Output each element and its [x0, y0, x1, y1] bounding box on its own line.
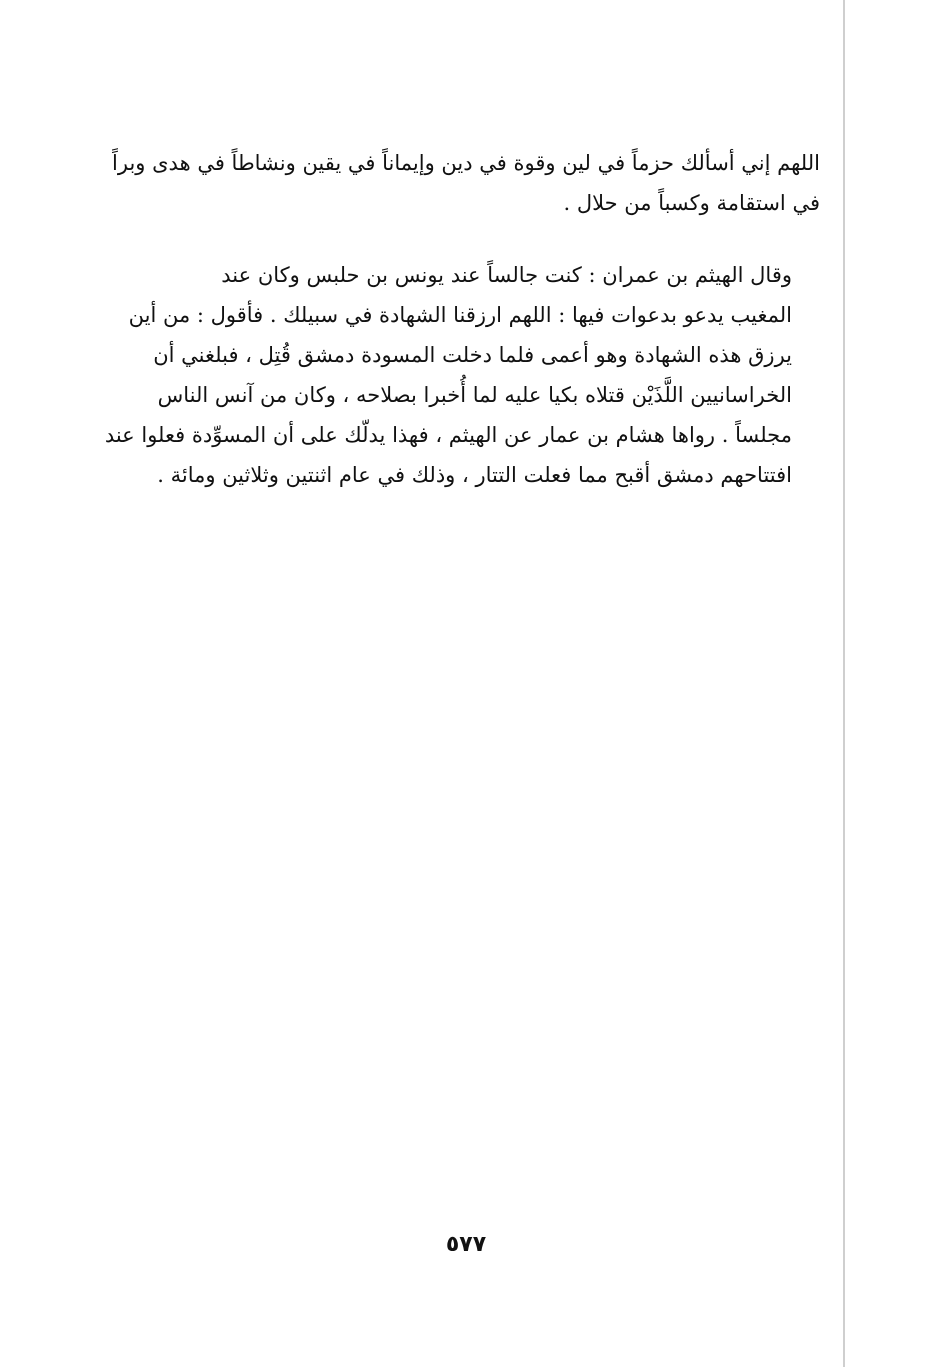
text-line: اللهم إني أسألك حزماً في لين وقوة في دين وإيماناً في يقين ونشاطاً في هدى وبراً — [112, 151, 820, 175]
paragraph-prayer — [112, 143, 820, 223]
text-line: الخراسانيين اللَّذَيْن قتلاه بكيا عليه لما أُخبرا بصلاحه ، وكان من آنس الناس — [157, 383, 792, 407]
text-line: يرزق هذه الشهادة وهو أعمى فلما دخلت المسودة دمشق قُتِل ، فبلغني أن — [153, 343, 792, 367]
page-edge-rule — [843, 0, 845, 1367]
text-line: وقال الهيثم بن عمران : كنت جالساً عند يونس بن حلبس وكان عند — [221, 263, 792, 287]
text-line: في استقامة وكسباً من حلال . — [563, 191, 820, 215]
text-line: افتتاحهم دمشق أقبح مما فعلت التتار ، وذلك في عام اثنتين وثلاثين ومائة . — [157, 463, 792, 487]
text-line: مجلساً . رواها هشام بن عمار عن الهيثم ، فهذا يدلّك على أن المسوِّدة فعلوا عند — [104, 423, 792, 447]
paragraph-narration — [104, 255, 820, 495]
page-number: ٥٧٧ — [445, 1232, 487, 1257]
text-line: المغيب يدعو بدعوات فيها : اللهم ارزقنا الشهادة في سبيلك . فأقول : من أين — [128, 303, 792, 327]
